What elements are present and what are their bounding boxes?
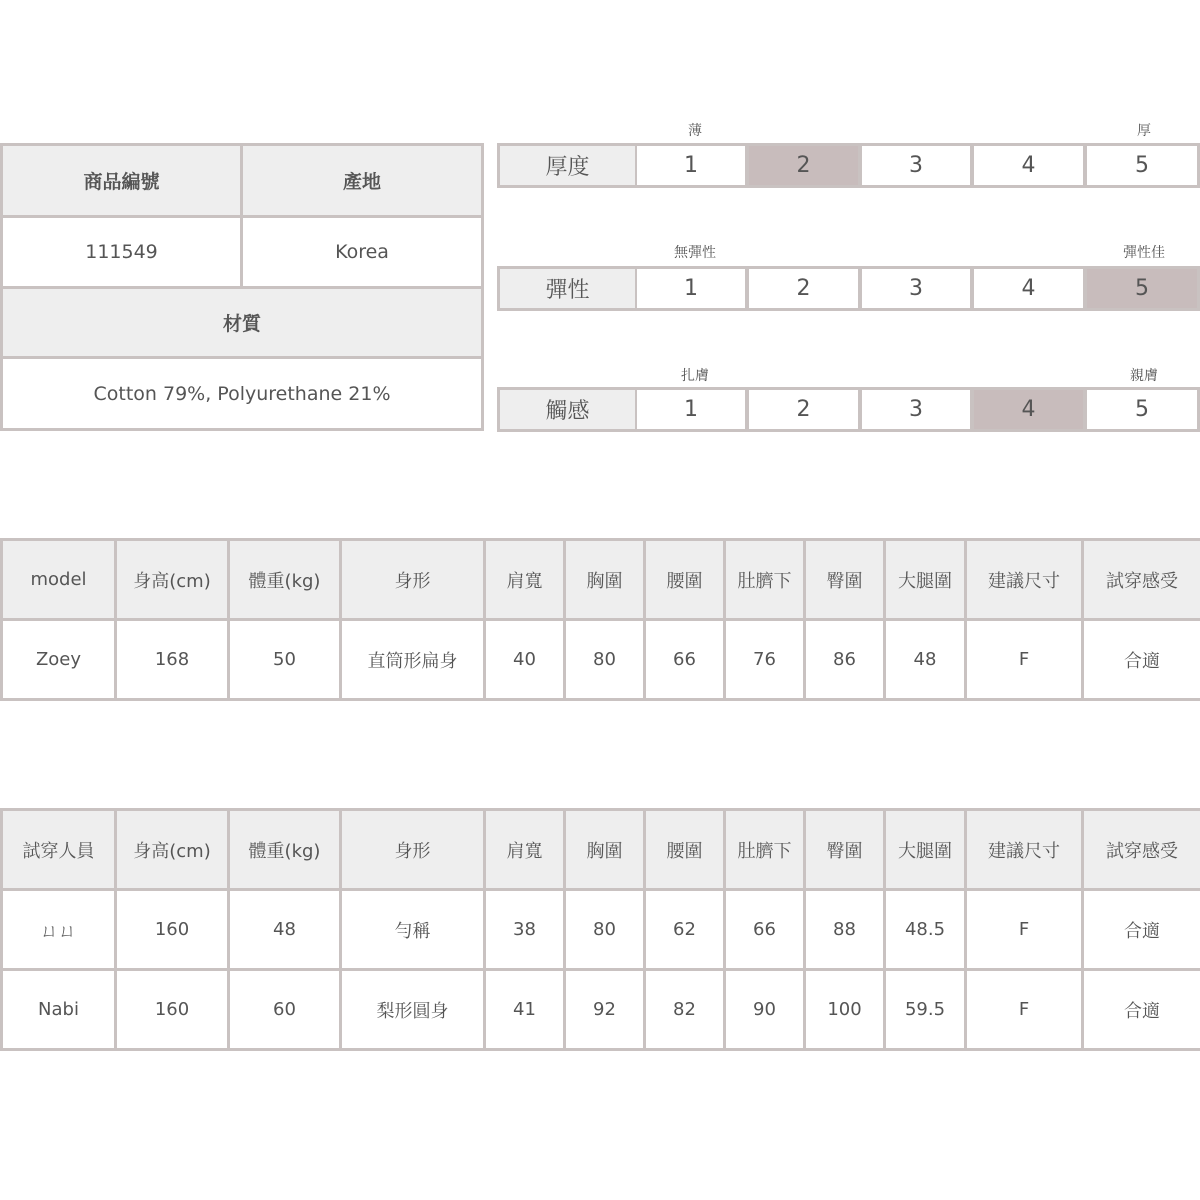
column-header: 身高(cm) [117, 541, 227, 618]
table-cell: 100 [806, 971, 883, 1048]
table-cell: 62 [646, 891, 723, 968]
scale-option: 1 [637, 146, 745, 185]
origin-value: Korea [243, 218, 481, 286]
column-header: 身形 [342, 811, 483, 888]
table-cell: 88 [806, 891, 883, 968]
rating-scale-row [497, 387, 1200, 432]
table-cell: 82 [646, 971, 723, 1048]
table-cell: 59.5 [886, 971, 964, 1048]
table-cell: 合適 [1084, 891, 1200, 968]
scale-option: 2 [749, 269, 858, 308]
table-cell: 160 [117, 971, 227, 1048]
column-header: 大腿圍 [886, 811, 964, 888]
table-cell: 80 [566, 621, 643, 698]
table-cell: 60 [230, 971, 339, 1048]
column-header: 身高(cm) [117, 811, 227, 888]
column-header: 大腿圍 [886, 541, 964, 618]
rating-scale-row [497, 143, 1200, 188]
scale-option: 3 [862, 146, 970, 185]
scale-option-selected: 4 [974, 390, 1083, 429]
scale-high-label: 彈性佳 [1123, 245, 1165, 261]
column-header: 胸圍 [566, 811, 643, 888]
table-cell: 合適 [1084, 621, 1200, 698]
table-cell: Zoey [3, 621, 114, 698]
scale-low-label: 無彈性 [674, 245, 716, 261]
table-cell: 48.5 [886, 891, 964, 968]
table-cell: 勻稱 [342, 891, 483, 968]
scale-option: 3 [862, 269, 970, 308]
column-header: 肩寬 [486, 541, 563, 618]
column-header: 建議尺寸 [967, 811, 1081, 888]
scale-label: 厚度 [500, 146, 635, 185]
rating-scale-row [497, 266, 1200, 311]
scale-option: 4 [974, 146, 1083, 185]
origin-header: 產地 [243, 146, 481, 215]
column-header: 體重(kg) [230, 811, 339, 888]
table-cell: ㄩㄩ [3, 891, 114, 968]
table-cell: Nabi [3, 971, 114, 1048]
table-cell: 92 [566, 971, 643, 1048]
column-header: 試穿感受 [1084, 541, 1200, 618]
table-cell: 80 [566, 891, 643, 968]
scale-option: 5 [1087, 390, 1197, 429]
column-header: 腰圍 [646, 541, 723, 618]
material-header: 材質 [3, 289, 481, 356]
table-cell: 38 [486, 891, 563, 968]
table-cell: 41 [486, 971, 563, 1048]
scale-high-label: 親膚 [1130, 368, 1158, 384]
material-value: Cotton 79%, Polyurethane 21% [3, 359, 481, 428]
scale-high-label: 厚 [1137, 123, 1151, 139]
column-header: 試穿人員 [3, 811, 114, 888]
table-cell: 66 [726, 891, 803, 968]
product-info-table [0, 143, 484, 431]
table-cell: F [967, 971, 1081, 1048]
table-cell: 合適 [1084, 971, 1200, 1048]
scale-option: 5 [1087, 146, 1197, 185]
product-code-header: 商品編號 [3, 146, 240, 215]
table-cell: 50 [230, 621, 339, 698]
table-cell: 90 [726, 971, 803, 1048]
scale-option: 1 [637, 269, 745, 308]
scale-label: 觸感 [500, 390, 635, 429]
scale-option: 2 [749, 390, 858, 429]
table-cell: F [967, 891, 1081, 968]
table-cell: 直筒形扁身 [342, 621, 483, 698]
column-header: 肩寬 [486, 811, 563, 888]
table-cell: 48 [230, 891, 339, 968]
scale-option-selected: 2 [749, 146, 858, 185]
table-cell: 48 [886, 621, 964, 698]
scale-option: 3 [862, 390, 970, 429]
scale-option: 4 [974, 269, 1083, 308]
table-cell: 160 [117, 891, 227, 968]
column-header: 臀圍 [806, 541, 883, 618]
column-header: 試穿感受 [1084, 811, 1200, 888]
column-header: 胸圍 [566, 541, 643, 618]
table-cell: F [967, 621, 1081, 698]
table-cell: 86 [806, 621, 883, 698]
column-header: 腰圍 [646, 811, 723, 888]
model-measurement-table [0, 538, 1200, 701]
tester-measurement-table [0, 808, 1200, 1051]
scale-option: 1 [637, 390, 745, 429]
table-cell: 168 [117, 621, 227, 698]
column-header: model [3, 541, 114, 618]
table-cell: 40 [486, 621, 563, 698]
column-header: 體重(kg) [230, 541, 339, 618]
product-code-value: 111549 [3, 218, 240, 286]
scale-label: 彈性 [500, 269, 635, 308]
table-cell: 66 [646, 621, 723, 698]
scale-low-label: 扎膚 [681, 368, 709, 384]
column-header: 肚臍下 [726, 811, 803, 888]
column-header: 建議尺寸 [967, 541, 1081, 618]
column-header: 肚臍下 [726, 541, 803, 618]
scale-low-label: 薄 [688, 123, 702, 139]
table-cell: 梨形圓身 [342, 971, 483, 1048]
scale-option-selected: 5 [1087, 269, 1197, 308]
table-cell: 76 [726, 621, 803, 698]
column-header: 臀圍 [806, 811, 883, 888]
column-header: 身形 [342, 541, 483, 618]
